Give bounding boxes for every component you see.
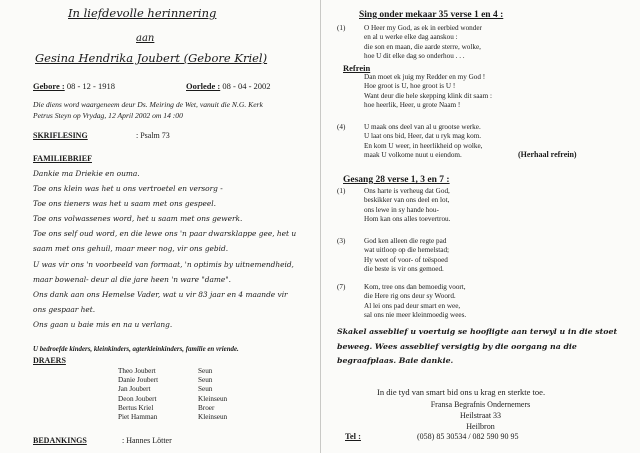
letter-line: Dankie ma Driekie en ouma.: [33, 169, 140, 178]
born-date: 08 - 12 - 1918: [66, 81, 116, 91]
hymn1-verse1: (1) O Heer my God, as ek in eerbied wonder en al u werke elke dag aanskou : die son en maan, die aarde sterre, wolke, hoe U dit elke dag so onderhou . . .: [337, 24, 482, 61]
letter-line: Ons dank aan ons Hemelse Vader, wat u vir 83 jaar en 4 maande vir: [33, 289, 288, 299]
notice-line: Skakel asseblief u voertuig se hoofligte aan terwyl u in die stoet: [337, 327, 618, 336]
letter-line: Toe ons volwassenes word, het u saam met ons gewerk.: [33, 214, 243, 224]
tel-label: Tel :: [345, 431, 361, 441]
letter-line: ons gespaar het.: [33, 304, 96, 314]
died-line: [186, 81, 271, 91]
refrain-label: Refrein: [343, 63, 371, 73]
letter-line: Ons gaan u baie mis en na u verlang.: [33, 319, 173, 329]
letter-label: FAMILIEBRIEF: [33, 154, 92, 163]
family-letter: [33, 166, 296, 332]
service-line: Petrus Steyn op Vrydag, 12 April 2002 om 14 :00: [33, 110, 183, 120]
bearers-table: [118, 367, 227, 422]
thanks-value: : Hannes Lötter: [122, 436, 172, 445]
bearer-row: Danie Joubert Seun: [118, 376, 213, 385]
hymn2-verse3: (3) God ken alleen die regte pad wat uitloop op die hemelstad; Hy weet of voor- of teëspoed die beste is vir ons gemoed.: [337, 237, 450, 274]
deceased-name: Gesina Hendrika Joubert (Gebore Kriel): [35, 51, 268, 65]
hymn1-title: Sing onder mekaar 35 verse 1 en 4 :: [359, 10, 504, 20]
bearer-row: Bertus Kriel Broer: [118, 403, 215, 412]
aan-text: aan: [136, 33, 155, 44]
notice-line: beweeg. Wees asseblief versigtig by die oorgang na die: [337, 341, 577, 351]
hymn2-verse1: (1) Ons harte is verheug dat God, beskikker van ons deel en lot, ons lewe in sy hande hou- Hom kan ons alles toevertrou.: [337, 187, 451, 224]
letter-line: Toe ons self oud word, en die lewe ons 'n paar dwarsklappe gee, het u: [33, 229, 297, 239]
bearer-row: Piet Hamman Kleinseun: [118, 413, 228, 422]
hymn2-title: Gesang 28 verse 1, 3 en 7 :: [343, 175, 450, 185]
service-line: Die diens word waargeneem deur Ds. Meiring de Wet, vanuit die N.G. Kerk: [33, 100, 263, 109]
hymn2-verse7: (7) Kom, tree ons dan bemoedig voort, die Here rig ons deur sy Woord. Al lei ons pad deur smart en wee, sal ons nie meer kleinmoedig wees.: [337, 283, 467, 320]
undertaker-info: [321, 399, 640, 432]
bearer-row: Theo Joubert Seun: [118, 367, 213, 375]
heading: In liefdevolle herinnering: [68, 6, 217, 20]
born-label: Gebore :: [33, 81, 65, 91]
reading-value: : Psalm 73: [136, 131, 170, 140]
service-info: [33, 100, 263, 121]
hymn1-verse4: (4) U maak ons deel van al u grootse werke. U laat ons bid, Heer, dat u ryk mag kom. En kom U weer, in heerlikheid op wolke, maak U volkome nuut u eiendom.: [337, 123, 483, 160]
refrain: Dan moet ek juig my Redder en my God ! Hoe groot is U, hoe groot is U ! Want deur die hele skepping klink dit saam : hoe heerlik, Heer, u grote Naam !: [364, 73, 492, 110]
letter-line: Toe ons tieners was het u saam met ons gespeel.: [33, 199, 216, 209]
tel-value: (058) 85 30534 / 082 590 90 95: [417, 432, 519, 441]
right-page: [321, 0, 640, 453]
died-label: Oorlede :: [186, 81, 221, 91]
letter-line: U was vir ons 'n voorbeeld van formaat, 'n optimis by uitnemendheid,: [33, 259, 294, 269]
thanks-label: BEDANKINGS: [33, 436, 87, 445]
bearer-row: Deon Joubert Kleinseun: [118, 394, 228, 403]
undertaker-line: Heilstraat 33: [459, 411, 502, 420]
bereaved-line: U bedroefde kinders, kleinkinders, agterkleinkinders, familie en vriende.: [33, 346, 239, 353]
born-line: [33, 81, 115, 91]
repeat-refrain: (Herhaal refrein): [518, 150, 577, 159]
notice-line: begraafplaas. Baie dankie.: [337, 356, 454, 366]
reading-label: SKRIFLESING: [33, 131, 88, 140]
bearers-label: DRAERS: [33, 356, 66, 365]
procession-notice: [337, 325, 617, 369]
letter-line: saam met ons gehuil, maar meer nog, vir ons gebid.: [33, 244, 229, 254]
bearer-row: Jan Joubert Seun: [118, 385, 213, 394]
letter-line: maar bowenal- deur al die jare heen 'n ware "dame".: [33, 274, 232, 284]
letter-line: Toe ons klein was het u ons vertroetel en versorg -: [33, 184, 223, 194]
undertaker-line: Heilbron: [466, 422, 495, 431]
closing-line: In die tyd van smart bid ons u krag en sterkte toe.: [377, 387, 546, 397]
died-date: 08 - 04 - 2002: [222, 81, 271, 91]
undertaker-line: Fransa Begrafnis Ondernemers: [430, 400, 531, 409]
